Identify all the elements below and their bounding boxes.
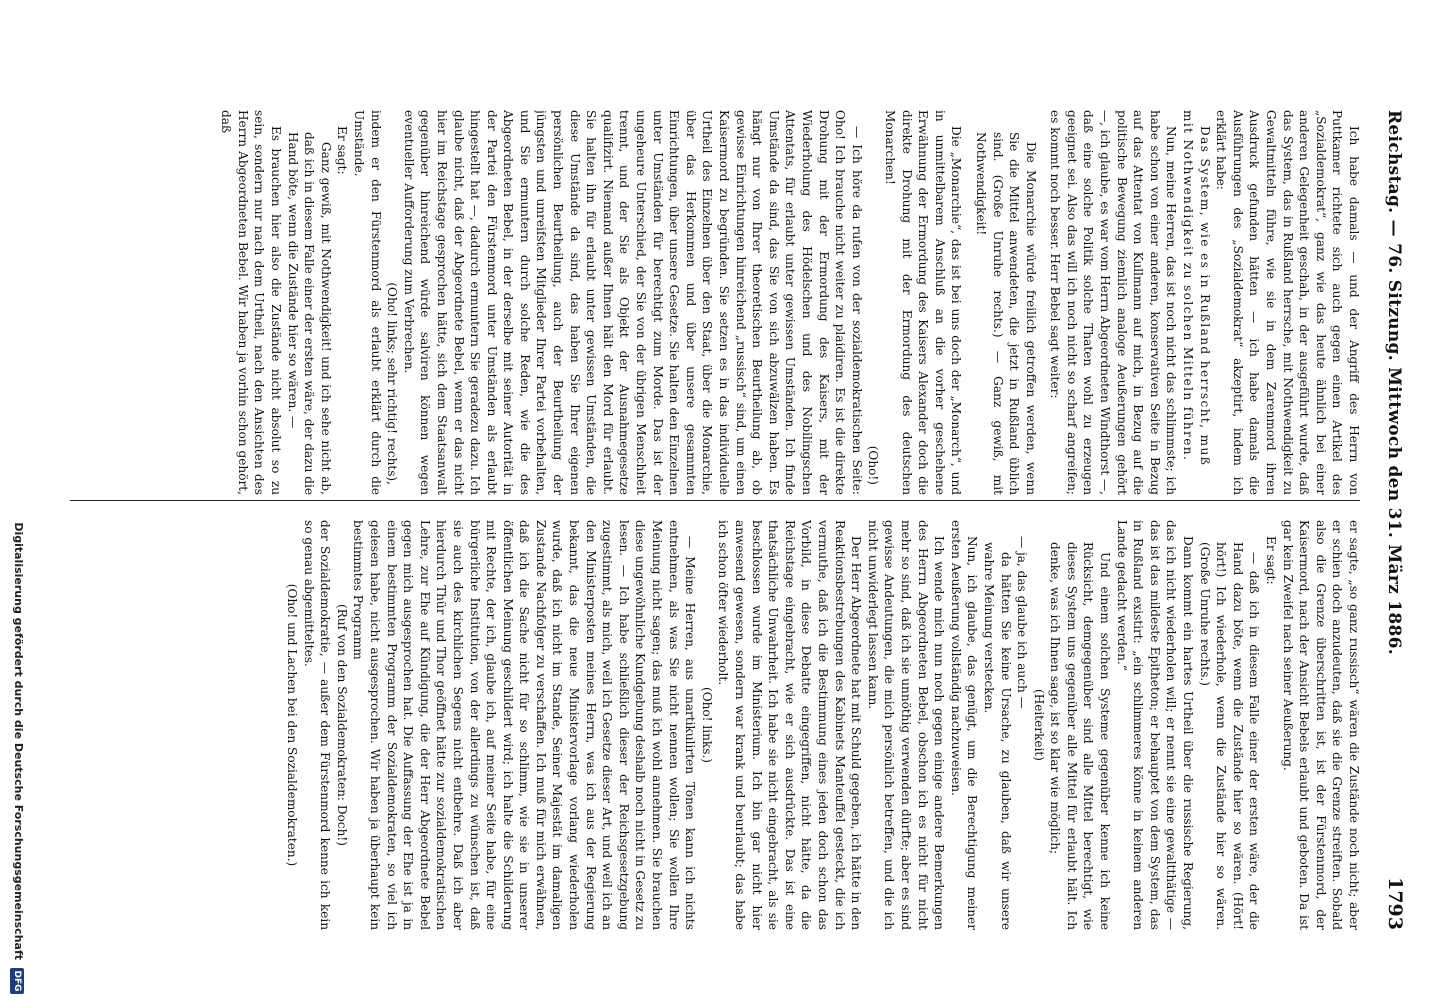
paragraph: Er sagt: <box>335 126 350 175</box>
stage-direction: (Ruf von den Sozialdemokraten: Doch!) <box>334 604 349 846</box>
paragraph: der Sozialdemokratie, — außer dem Fürstenmord kenne ich kein so genau abgemitteltes. <box>301 520 333 930</box>
quotation: Ganz gewiß, mit Nothwendigkeit! und ich sehe nicht ab, daß ich in diesem Falle einer der ersten wäre, der dazu die Hand böte, wenn die Zustände hier so wären. — <box>285 132 333 495</box>
stage-direction: (Oho! links.) <box>699 686 714 764</box>
paragraph: Ich wende mich nun noch gegen einige andere Bemerkungen des Herrn Abgeordneten Bebel, obschon ich es nicht für nicht mehr so sind, daß ich sie unnöthig verwenden dürfte; aber es sind gewisse Andeutungen, die mich persönlich betreffen, und die ich nicht unwiderlegt lassen kann. <box>865 520 947 930</box>
emphasized-quote: Das System, wie es in Rußland herrscht, muß mit Nothwendigkeit zu solchen Mitteln führen. <box>1181 110 1212 467</box>
paragraph: Nun, meine Herren, das ist noch nicht das schlimmste; ich habe schon von einer anderen, konservativen Seite in Bezug auf das Attentat von Kullmann auf mich, in Bezug auf die politische Bewegung ziemlich analoge Aeußerungen gehört —, ich glaube, es war vom Herrn Abgeordneten Windthorst —, daß eine solche Politik solche Thaten wohl zu erzeugen geeignet sei. Also das will ich noch nicht so scharf angreifen; es kommt noch besser. Herr Bebel sagt weiter: <box>1048 110 1179 495</box>
column-divider <box>70 500 1360 501</box>
paragraph: — Ich höre da rufen von der sozialdemokratischen Seite: Oho! Ich brauche nicht weiter zu plaidiren. Es ist die direkte Drohung mit der Ermordung des Kaisers, mit der Wiederholung des Hödelschen und des Nobilingschen Attentats, für erlaubt unter gewissen Umständen. Ich finde Umstände da sind, das Sie von sich abzuwälzen haben. Es hängt nur von Ihrer theoretischen Beurtheilung ab, ob gewisse Einrichtungen hinreichend „russisch“ sind, um einen Kaisermord zu begründen. Sie setzen es in das individuelle Urtheil des Einzelnen über den Staat, über die Monarchie, über das Herkommen und über unsere gesammten Einrichtungen, über unsere Gesetze. Sie halten den Einzelnen unter Umständen für berechtigt zum Morde. Das ist der ungeheure Unterschied, der Sie von der übrigen Menschheit trennt, und der Sie als Objekt der Ausnahmegesetze qualifizirt. Niemand außer Ihnen hält den Mord für erlaubt. Sie halten ihn für erlaubt unter gewissen Umständen, die diese Umstände da sind, das haben Sie Ihrer eigenen persönlichen Beurtheilung, auch der Beurtheilung der jüngsten und unreifsten Mitglieder Ihrer Partei vorbehalten, und Sie ermuntern durch solche Reden, wie die des Abgeordneten Bebel, in der derselbe mit seiner Autorität in der Partei den Fürstenmord unter Umständen als erlaubt hingestellt hat —, dadurch ermuntern Sie geradezu dazu. Ich glaube nicht, daß der Abgeordnete Bebel, wenn er das nicht hier im Reichstage gesprochen hätte, sich dem Staatsanwalt gegenüber hinreichend würde salviren können wegen eventueller Aufforderung zum Verbrechen. <box>401 110 864 495</box>
stage-direction: (Oho! und Lachen bei den Sozialdemokraten.) <box>285 583 299 867</box>
quotation: da hätten Sie keine Ursache, zu glauben, daß wir unsere wahre Meinung verstecken. <box>981 542 1013 930</box>
paragraph: Dann kommt ein hartes Urtheil über die russische Regierung, das ich nicht wiederholen will; er nennt sie eine gewaltthätige — das ist das mildeste Epitheton; er behauptet von dem System, das in Rußland existirt: „ein schlimmeres könne in keinem anderen Lande gedacht werden.“ <box>1114 520 1196 930</box>
stage-direction: (Heiterkeit) <box>1031 688 1046 762</box>
paragraph: — Meine Herren, aus unartikulirten Tönen kann ich nichts entnehmen, als was Sie nicht nennen wollen; Sie wollen Ihre Meinung nicht sagen; das muß ich wohl annehmen. Sie brauchen diese ungewöhnliche Kundgebung deshalb noch nicht in Gesetz zu lesen. — Ich habe schließlich dieser der Reichsgesetzgebung zugestimmt, als mich, weil ich Gesetze dieser Art, und weil ich an den Ministerposten meines Herrn, was ich aus der Regierung bekannt, das die neue Ministervorlage vorlang wiederholen wurde, daß ich nicht im Stande, Seiner Majestät im damaligen Zustande Nachfolger zu verschaffen. Ich muß für mich erwähnen, daß ich die Sache nicht für so schlimm, wie sie in unserer öffentlichen Meinung geschildert wird; ich halte die Schilderung mit Rechte, der ich, glaube ich, auf meiner Seite habe, für eine bürgerliche Institution, von der allerdings zu wünschen ist, daß sie auch des kirchlichen Segens nicht entbehre. Daß ich aber hierdurch Thür und Thor geöffnet hätte zur sozialdemokratischen Lehre, zur Ehe auf Kündigung, die der Herr Abgeordnete Bebel gegen mich ausgesprochen hat. Die Auffassung der Ehe ist ja in einem bestimmten Programm der Sozialdemokraten, so viel ich gelesen habe, nicht ausgesprochen. Wir haben ja überhaupt kein bestimmtes Programm <box>351 520 698 930</box>
paragraph: Er sagt: <box>1264 536 1279 585</box>
text-column-right <box>62 520 1362 930</box>
text-column-left <box>62 110 1362 495</box>
paragraph: er sagte, „so ganz russisch“ wären die Zustände noch nicht; aber er schien doch anzudeuten, daß sie die Grenze streiften. Sobald also die Grenze überschritten ist, ist der Fürstenmord, der Kaisermord, nach der Ansicht Bebels erlaubt und geboten. Da ist gar kein Zweifel nach seiner Aeußerung. <box>1280 520 1361 930</box>
paragraph: Der Herr Abgeordnete hat mit Schuld gegeben, ich hätte in den Reaktionsbestrebungen des Kabinets Manteuffel gesteckt, die ich vermuthe, daß ich die Bestimmung eines jeden doch schon das Vorbild, in diese Debatte eingegriffen, nicht hätte, da die Reichstage eingebracht, wie er sich ausdrückte. Das ist eine thatsächliche Unwahrheit. Ich habe sie nicht eingebracht, als sie beschlossen wurde im Ministerium. Ich bin gar nicht hier anwesend gewesen, sondern war krank und beurlaubt; das habe ich schon öfter wiederholt. <box>716 520 864 930</box>
credit-text: Digitalisierung gefördert durch die Deutsche Forschungsgemeinschaft <box>12 522 25 960</box>
page-number: 1793 <box>1384 877 1406 930</box>
paragraph: Ich habe damals — und der Angriff des Herrn von Puttkamer richtete sich auch gegen einen Artikel des „Sozialdemokrat“, ganz wie das heute ähnlich bei einer anderen Gelegenheit geschah, in der ausgeführt wurde, daß das System, das in Rußland herrsche, mit Nothwendigkeit zu Gewaltmitteln führe, wie sie in dem Zarenmord ihren Ausdruck gefunden hätten — ich habe damals die Ausführungen des „Sozialdemokrat“ akzeptirt, indem ich erklärt habe: <box>1214 110 1361 495</box>
dfg-logo-icon: DFG <box>10 968 24 994</box>
paragraph: indem er den Fürstenmord als erlaubt erklärt durch die Umstände. <box>351 110 383 495</box>
stage-direction: (Oho!) <box>866 445 881 485</box>
paragraph: — ja, das glaube ich auch — <box>1015 536 1030 709</box>
paragraph: Es brauchen hier also die Zustände nicht absolut so zu sein, sondern nur nach dem Urtheil, nach den Ansichten des Herrn Abgeordneten Bebel. Wir haben ja vorhin schon gehört, daß <box>219 110 283 495</box>
quotation: — daß ich in diesem Falle einer der ersten wäre, der die Hand dazu böte, wenn die Zustände hier so wären. (Hört! hört!) Ich wiederhole, wenn die Zustände hier so wären. (Große Unruhe rechts.) <box>1197 542 1262 930</box>
stage-direction: (Oho! links; sehr richtig! rechts), <box>385 282 400 485</box>
quotation: Die Monarchie würde freilich getroffen werden, wenn Sie die Mittel anwendeten, die jetzt in Rußland üblich sind. (Große Unruhe rechts.) — Ganz gewiß, mit Nothwendigkeit! <box>973 132 1038 495</box>
paragraph: Die „Monarchie“, das ist bei uns doch der „Monarch“, und in unmittelbarem Anschluß an die vorher geschehene Erwähnung der Ermordung des Kaisers Alexander doch die direkte Drohung mit der Ermordung des deutschen Monarchen! <box>882 110 964 495</box>
quotation: Und einem solchen Systeme gegenüber kenne ich keine Rücksicht, demgegenüber sind alle Mittel berechtigt, wie dieses System uns gegenüber alle Mittel für erlaubt hält. Ich denke, was ich Ihnen sage, ist so klar wie möglich; <box>1048 542 1113 930</box>
running-head <box>1370 110 1410 930</box>
running-title: Reichstag. — 76. Sitzung. Mittwoch den 31. März 1886. <box>1384 110 1404 655</box>
paragraph: Nun, ich glaube, das genügt, um die Berechtigung meiner ersten Aeußerung vollständig nachzuweisen. <box>948 520 980 930</box>
digitization-credit <box>0 0 28 1000</box>
